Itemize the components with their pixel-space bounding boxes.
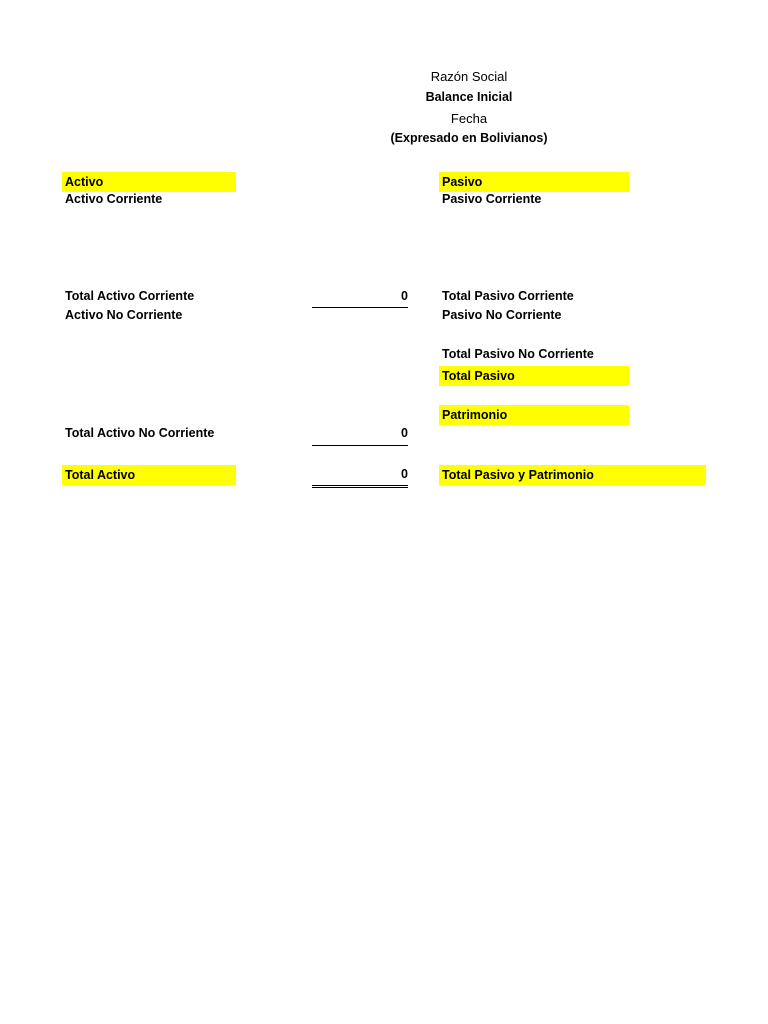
activo-corriente-label: Activo Corriente <box>65 192 163 206</box>
activo-no-corriente-label: Activo No Corriente <box>65 308 183 322</box>
patrimonio-label: Patrimonio <box>439 405 629 425</box>
total-pasivo-no-corriente-label: Total Pasivo No Corriente <box>442 347 594 361</box>
document-date: Fecha <box>450 111 488 126</box>
company-name: Razón Social <box>430 69 508 84</box>
pasivo-no-corriente-label: Pasivo No Corriente <box>442 308 562 322</box>
total-pasivo-label: Total Pasivo <box>439 366 629 386</box>
activo-heading: Activo <box>62 172 236 192</box>
total-activo-corriente-label: Total Activo Corriente <box>65 289 195 303</box>
total-pasivo-corriente-label: Total Pasivo Corriente <box>442 289 574 303</box>
currency-note: (Expresado en Bolivianos) <box>390 131 548 145</box>
total-activo-value: 0 <box>312 467 408 488</box>
pasivo-heading: Pasivo <box>439 172 629 192</box>
total-activo-label: Total Activo <box>62 465 236 485</box>
document-title: Balance Inicial <box>425 90 513 104</box>
total-pasivo-patrimonio-label: Total Pasivo y Patrimonio <box>439 465 706 485</box>
total-activo-no-corriente-value: 0 <box>312 426 408 446</box>
total-activo-no-corriente-label: Total Activo No Corriente <box>65 426 215 440</box>
total-activo-corriente-value: 0 <box>312 289 408 308</box>
pasivo-corriente-label: Pasivo Corriente <box>442 192 542 206</box>
